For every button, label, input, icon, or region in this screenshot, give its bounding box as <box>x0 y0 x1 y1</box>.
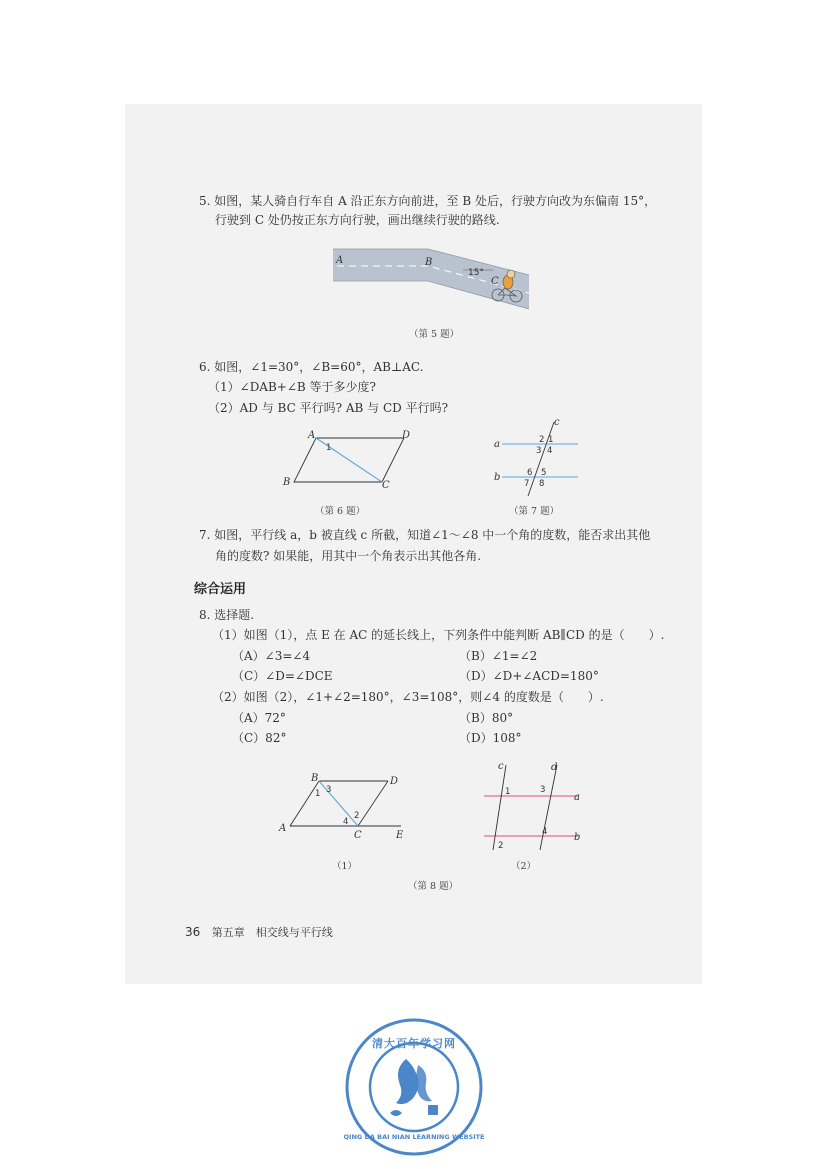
problem-5-line1: 5. 如图，某人骑自行车自 A 沿正东方向前进，至 B 处后，行驶方向改为东偏南 15°， <box>199 194 657 208</box>
q2-option-b: （B）80° <box>459 711 514 725</box>
label-e: E <box>396 830 404 840</box>
angle-1-label: 1 <box>326 443 332 453</box>
label-a: A <box>308 430 316 441</box>
subcaption-8-2: （2） <box>511 861 537 872</box>
label-c: c <box>554 417 560 428</box>
angle-2: 2 <box>354 811 360 821</box>
caption-8: （第 8 题） <box>408 881 459 892</box>
label-c: C <box>491 276 499 287</box>
problem-8-q1: （1）如图（1），点 E 在 AC 的延长线上，下列条件中能判断 AB∥CD 的是（ ）. <box>212 628 665 642</box>
page-number: 36 <box>185 925 201 939</box>
segment-ab <box>290 781 319 826</box>
problem-6-line1: 6. 如图，∠1=30°，∠B=60°，AB⊥AC. <box>199 360 424 374</box>
line-d <box>540 765 557 850</box>
label-a: a <box>574 792 580 803</box>
caption-6: （第 6 题） <box>315 506 366 517</box>
q2-option-d: （D）108° <box>459 731 522 745</box>
angle-4: 4 <box>542 827 548 837</box>
q2-option-c: （C）82° <box>232 731 287 745</box>
angle-5: 5 <box>541 468 547 478</box>
figure-8-1 <box>276 768 416 840</box>
label-b: B <box>283 477 291 488</box>
q1-option-d: （D）∠D+∠ACD=180° <box>459 669 599 683</box>
label-c: c <box>498 761 504 772</box>
angle-3: 3 <box>536 446 542 456</box>
angle-6: 6 <box>527 468 533 478</box>
q1-option-c: （C）∠D=∠DCE <box>232 669 333 683</box>
line-c <box>493 765 506 850</box>
angle-1: 1 <box>548 435 554 445</box>
angle-4: 4 <box>547 446 553 456</box>
angle-2: 2 <box>498 841 504 851</box>
angle-3: 3 <box>540 785 546 795</box>
chapter-title: 第五章 相交线与平行线 <box>211 926 333 939</box>
angle-2: 2 <box>539 435 545 445</box>
label-b: B <box>425 257 433 268</box>
segment-dc <box>358 781 388 826</box>
label-a: A <box>279 823 287 834</box>
section-title: 综合运用 <box>194 582 247 597</box>
label-a: a <box>494 439 500 450</box>
q1-option-a: （A）∠3=∠4 <box>232 649 311 663</box>
caption-7: （第 7 题） <box>509 506 560 517</box>
label-b: b <box>574 832 581 843</box>
problem-7-line1: 7. 如图，平行线 a，b 被直线 c 所截，知道∠1～∠8 中一个角的度数，能否求出其他 <box>199 528 651 542</box>
angle-3: 3 <box>326 785 332 795</box>
watermark-seal-logo <box>344 1017 484 1157</box>
page-footer <box>185 924 333 940</box>
label-a: A <box>336 255 344 266</box>
problem-6-q1: （1）∠DAB+∠B 等于多少度? <box>208 380 376 394</box>
label-d: d <box>551 762 558 773</box>
label-d: D <box>390 776 399 787</box>
angle-8: 8 <box>539 479 545 489</box>
label-c: C <box>354 830 362 840</box>
svg-text:QING DA BAI NIAN LEARNING WEBS: QING DA BAI NIAN LEARNING WEBSITE <box>344 1133 484 1141</box>
textbook-page <box>125 104 702 984</box>
figure-5-road <box>333 245 533 313</box>
q2-option-a: （A）72° <box>232 711 286 725</box>
angle-4: 4 <box>343 817 349 827</box>
label-d: D <box>402 430 411 441</box>
q1-option-b: （B）∠1=∠2 <box>459 649 538 663</box>
angle-1: 1 <box>505 787 511 797</box>
label-15-degrees: 15° <box>468 268 484 278</box>
problem-6-q2: （2）AD 与 BC 平行吗? AB 与 CD 平行吗? <box>208 401 449 415</box>
figure-6-parallelogram <box>278 426 418 492</box>
label-b: B <box>311 773 319 784</box>
problem-8-q2: （2）如图（2），∠1+∠2=180°，∠3=108°，则∠4 的度数是（ ）. <box>212 690 604 704</box>
angle-1: 1 <box>315 789 321 799</box>
subcaption-8-1: （1） <box>332 861 358 872</box>
caption-5: （第 5 题） <box>409 329 460 340</box>
angle-7: 7 <box>524 479 530 489</box>
label-b: b <box>494 472 501 483</box>
problem-7-line2: 角的度数? 如果能，用其中一个角表示出其他各角. <box>215 549 482 563</box>
figure-7-transversal <box>490 416 590 500</box>
label-c: C <box>382 480 390 491</box>
segment-bc <box>319 781 358 826</box>
svg-text:清大百年学习网: 清大百年学习网 <box>372 1037 456 1050</box>
figure-8-2 <box>476 760 586 852</box>
problem-5-line2: 行驶到 C 处仍按正东方向行驶，画出继续行驶的路线. <box>215 213 500 227</box>
problem-8-title: 8. 选择题. <box>199 608 255 622</box>
